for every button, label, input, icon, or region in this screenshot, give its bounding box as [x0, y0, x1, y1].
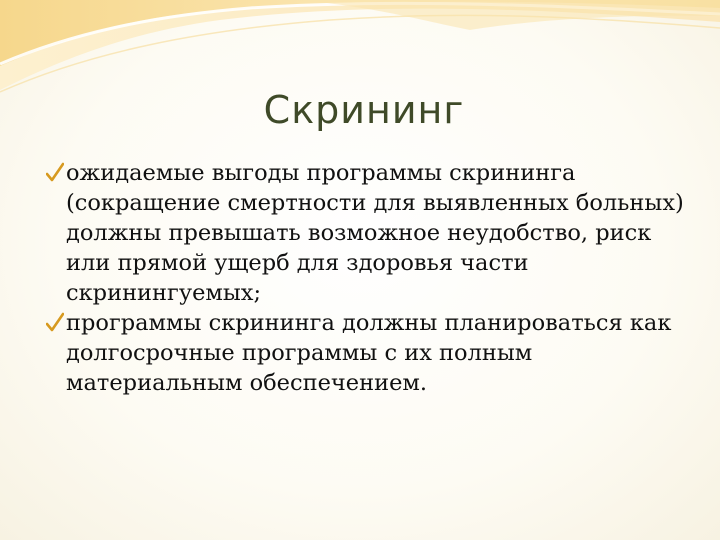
bullet-item	[46, 308, 686, 398]
bullet-text: ожидаемые выгоды программы скрининга (сокращение смертности для выявленных больных) должны превышать возможное неудобство, риск или прямой ущерб для здоровья части скринингуемых;	[66, 160, 684, 306]
checkmark-icon	[46, 312, 64, 334]
checkmark-icon	[46, 162, 64, 184]
bullet-list	[46, 158, 686, 398]
slide-title: Скрининг	[263, 88, 465, 132]
bullet-item	[46, 158, 686, 308]
bullet-text: программы скрининга должны планироваться как долгосрочные программы с их полным материальным обеспечением.	[66, 310, 672, 396]
